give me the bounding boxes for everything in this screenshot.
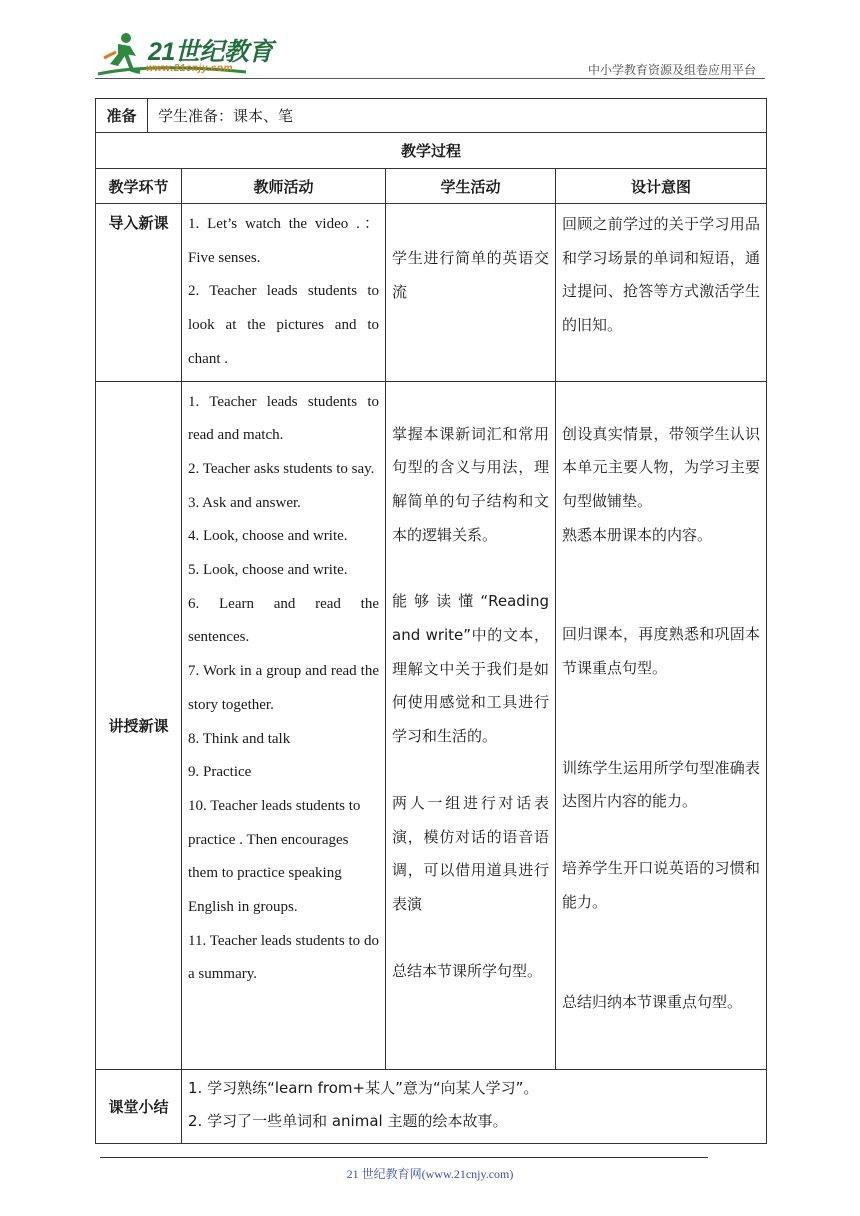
design-intent-item: 回顾之前学过的关于学习用品和学习场景的单词和短语，通过提问、抢答等方式激活学生的旧知。 — [562, 215, 761, 335]
teacher-activity-item: 7. Work in a group and read the story together. — [188, 663, 379, 713]
summary-item: 2. 学习了一些单词和 animal 主题的绘本故事。 — [188, 1112, 508, 1131]
design-intent-item: 总结归纳本节课重点句型。 — [562, 992, 743, 1011]
design-intent-cell — [556, 204, 767, 382]
page-header — [0, 0, 860, 90]
student-activity-cell — [386, 204, 556, 382]
design-intent-cell — [556, 381, 767, 1069]
stage-cell: 课堂小结 — [96, 1069, 182, 1143]
process-table — [95, 132, 767, 1144]
table-row — [96, 381, 767, 1069]
column-header-intent: 设计意图 — [556, 169, 767, 204]
student-activity-cell — [386, 381, 556, 1069]
teacher-activity-item: 3. Ask and answer. — [188, 494, 301, 511]
stage-cell: 导入新课 — [96, 204, 182, 382]
process-title: 教学过程 — [96, 133, 767, 169]
column-header-teacher: 教师活动 — [182, 169, 386, 204]
footer-divider — [100, 1157, 708, 1158]
teacher-activity-item: 4. Look, choose and write. — [188, 528, 348, 545]
teacher-activity-item: 9. Practice — [188, 764, 252, 781]
teacher-activity-cell — [182, 204, 386, 382]
teacher-activity-item: 6. Learn and read the sentences. — [188, 595, 379, 646]
teacher-activity-item: 11. Teacher leads students to do a summary. — [188, 932, 379, 983]
teacher-activity-item: 2. Teacher asks students to say. — [188, 460, 375, 477]
prep-table — [95, 98, 767, 133]
summary-cell — [182, 1069, 767, 1143]
column-header-stage: 教学环节 — [96, 169, 182, 204]
logo-text: 21世纪教育 — [148, 38, 273, 66]
teacher-activity-item: 1. Let’s watch the video .：Five senses. — [188, 216, 379, 266]
student-activity-item: 学生进行简单的英语交流 — [392, 249, 549, 301]
teacher-activity-item: 8. Think and talk — [188, 730, 291, 747]
teacher-activity-item: 2. Teacher leads students to look at the pictures and to chant . — [188, 283, 379, 367]
prep-content: 学生准备：课本、笔 — [148, 99, 767, 133]
design-intent-item: 训练学生运用所学句型准确表达图片内容的能力。 — [562, 758, 761, 811]
teacher-activity-item: 5. Look, choose and write. — [188, 562, 348, 579]
design-intent-item: 培养学生开口说英语的习惯和能力。 — [562, 859, 761, 911]
stage-cell: 讲授新课 — [96, 381, 182, 1069]
prep-label: 准备 — [96, 99, 148, 133]
platform-title: 中小学教育资源及组卷应用平台 — [587, 63, 756, 77]
teacher-activity-item: 10. Teacher leads students to practice . Then encourages them to practice speaking English in groups. — [188, 797, 361, 916]
design-intent-item: 回归课本，再度熟悉和巩固本节课重点句型。 — [562, 625, 761, 678]
logo-url: www.21cnjy.com — [146, 63, 233, 74]
teacher-activity-cell — [182, 381, 386, 1069]
student-activity-item: 能够读懂“Reading and write”中的文本，理解文中关于我们是如何使用感觉和工具进行学习和生活的。 — [392, 592, 549, 746]
summary-item: 1. 学习熟练“learn from+某人”意为“向某人学习”。 — [188, 1078, 539, 1097]
column-header-student: 学生活动 — [386, 169, 556, 204]
design-intent-item: 创设真实情景，带领学生认识本单元主要人物，为学习主要句型做铺垫。 — [562, 424, 761, 510]
header-divider — [95, 78, 765, 79]
student-activity-item: 总结本节课所学句型。 — [392, 961, 543, 980]
student-activity-item: 掌握本课新词汇和常用句型的含义与用法，理解简单的句子结构和文本的逻辑关系。 — [392, 424, 549, 544]
table-row — [96, 1069, 767, 1143]
table-row — [96, 204, 767, 382]
teacher-activity-item: 1. Teacher leads students to read and match. — [188, 393, 379, 444]
design-intent-item: 熟悉本册课本的内容。 — [562, 525, 713, 544]
student-activity-item: 两人一组进行对话表演，模仿对话的语音语调，可以借用道具进行表演 — [392, 793, 549, 913]
page-footer: 21 世纪教育网(www.21cnjy.com) — [346, 1167, 514, 1181]
